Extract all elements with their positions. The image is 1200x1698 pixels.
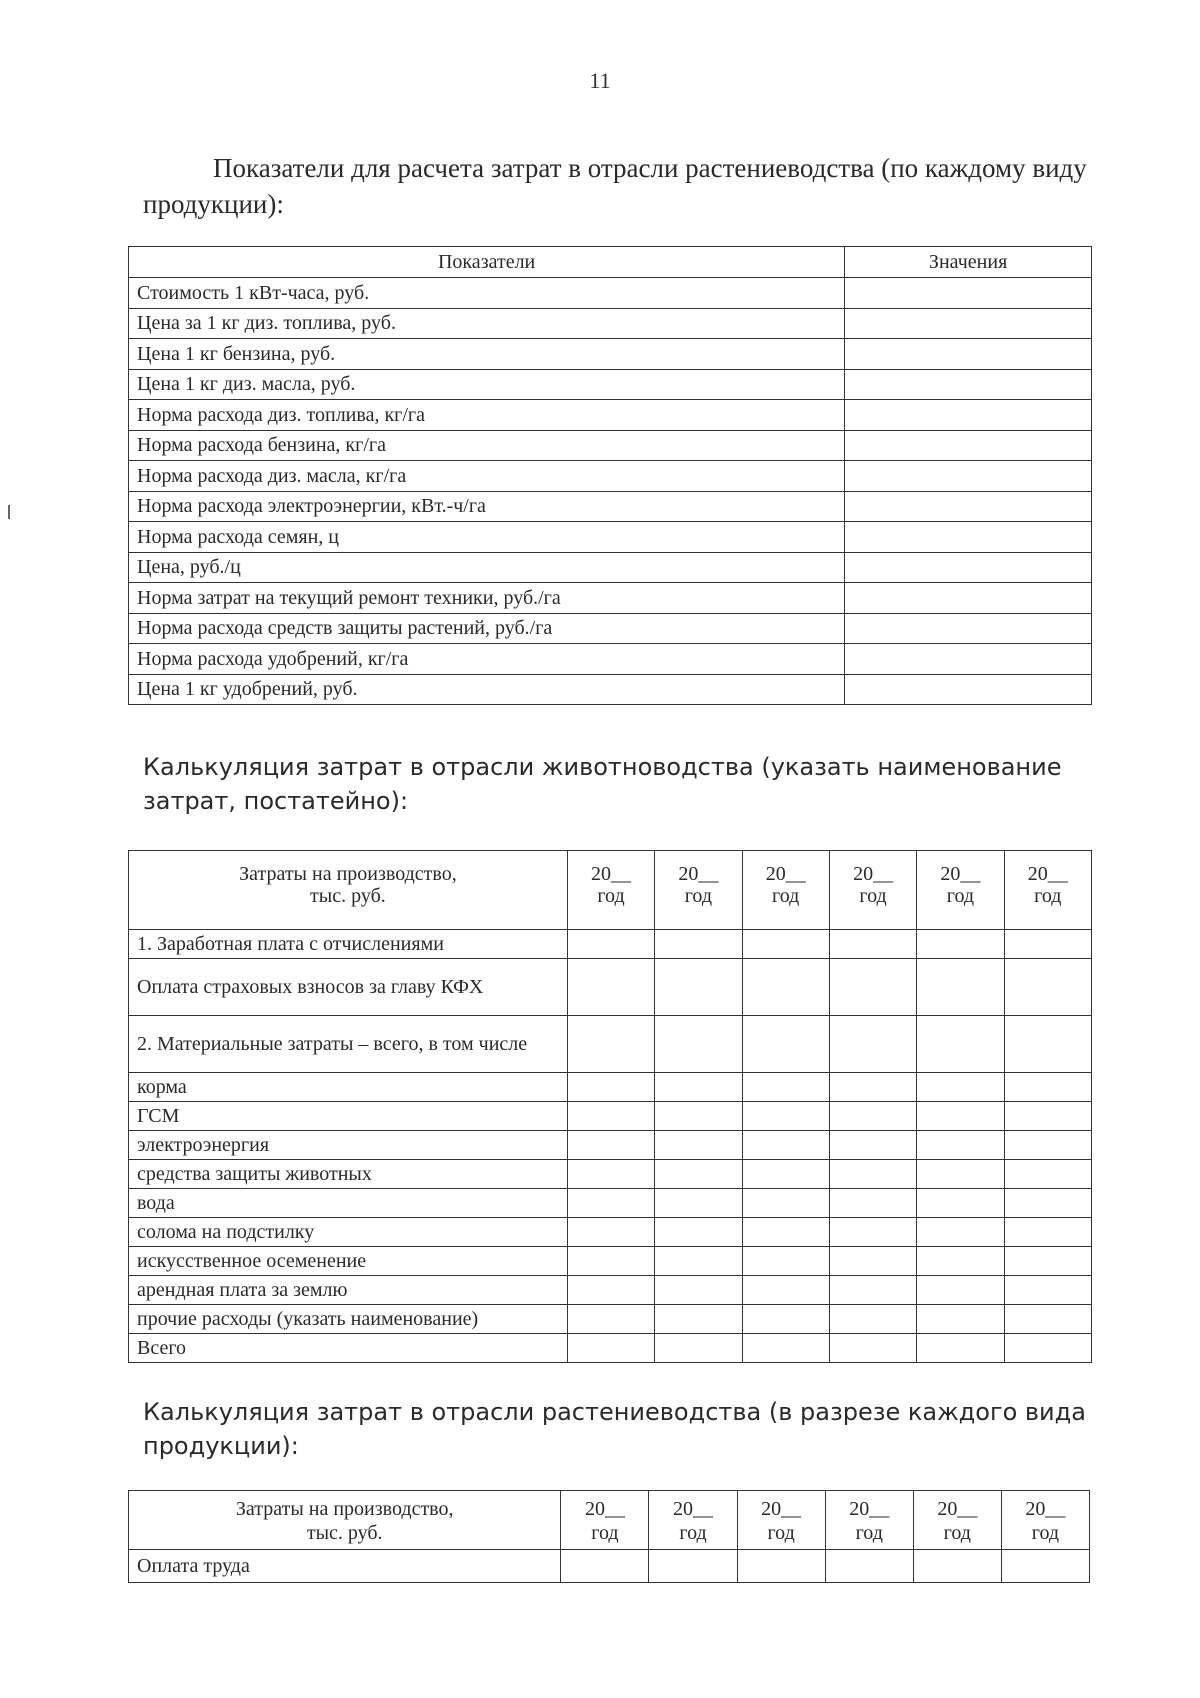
table-row bbox=[129, 1016, 1092, 1073]
indicator-label: Норма расхода удобрений, кг/га bbox=[129, 644, 845, 675]
header-costs-label bbox=[129, 851, 568, 930]
cost-value-cell[interactable] bbox=[567, 959, 654, 1016]
cost-value-cell[interactable] bbox=[742, 1160, 829, 1189]
year-label: год bbox=[1034, 885, 1062, 907]
cost-value-cell[interactable] bbox=[655, 1102, 742, 1131]
cost-value-cell[interactable] bbox=[567, 1102, 654, 1131]
table-row bbox=[129, 1189, 1092, 1218]
year-value: 20__ bbox=[1027, 863, 1068, 885]
table-row bbox=[129, 278, 1092, 309]
cost-item-label: арендная плата за землю bbox=[129, 1276, 568, 1305]
header-indicators: Показатели bbox=[129, 247, 845, 278]
cost-item-label: Оплата страховых взносов за главу КФХ bbox=[129, 959, 568, 1016]
cost-value-cell[interactable] bbox=[655, 1160, 742, 1189]
cost-value-cell[interactable] bbox=[567, 930, 654, 959]
cost-value-cell[interactable] bbox=[917, 1334, 1004, 1363]
cost-value-cell[interactable] bbox=[829, 1218, 916, 1247]
table-row bbox=[129, 1247, 1092, 1276]
year-label: год bbox=[684, 885, 712, 907]
year-header bbox=[917, 851, 1004, 930]
cost-value-cell[interactable] bbox=[655, 1334, 742, 1363]
year-header bbox=[561, 1491, 649, 1550]
indicator-label: Цена за 1 кг диз. топлива, руб. bbox=[129, 308, 845, 339]
indicator-value-cell[interactable] bbox=[845, 278, 1092, 309]
cost-item-label: Оплата труда bbox=[129, 1550, 561, 1583]
livestock-costs-table bbox=[128, 850, 1092, 1363]
cost-value-cell[interactable] bbox=[567, 1131, 654, 1160]
crop-costs-table bbox=[128, 1490, 1090, 1583]
cost-value-cell[interactable] bbox=[567, 1016, 654, 1073]
cost-value-cell[interactable] bbox=[1004, 1218, 1091, 1247]
table-row bbox=[129, 674, 1092, 705]
cost-value-cell[interactable] bbox=[567, 1276, 654, 1305]
indicator-value-cell[interactable] bbox=[845, 674, 1092, 705]
cost-value-cell[interactable] bbox=[917, 1218, 1004, 1247]
table-row bbox=[129, 1334, 1092, 1363]
table-row bbox=[129, 1102, 1092, 1131]
cost-value-cell[interactable] bbox=[829, 1247, 916, 1276]
indicator-value-cell[interactable] bbox=[845, 308, 1092, 339]
cost-value-cell[interactable] bbox=[655, 1276, 742, 1305]
cost-value-cell[interactable] bbox=[655, 1131, 742, 1160]
year-value: 20__ bbox=[1025, 1498, 1066, 1520]
year-header bbox=[829, 851, 916, 930]
cost-value-cell[interactable] bbox=[917, 1305, 1004, 1334]
cost-value-cell[interactable] bbox=[829, 1334, 916, 1363]
table-row bbox=[129, 1218, 1092, 1247]
year-value: 20__ bbox=[678, 863, 719, 885]
cost-value-cell[interactable] bbox=[829, 1189, 916, 1218]
table-row bbox=[129, 1073, 1092, 1102]
cost-value-cell[interactable] bbox=[1004, 1131, 1091, 1160]
cost-value-cell[interactable] bbox=[742, 1334, 829, 1363]
cost-value-cell[interactable] bbox=[1004, 1016, 1091, 1073]
table-row bbox=[129, 930, 1092, 959]
table-row bbox=[129, 552, 1092, 583]
year-header bbox=[649, 1491, 737, 1550]
cost-value-cell[interactable] bbox=[567, 1334, 654, 1363]
cost-value-cell[interactable] bbox=[829, 1160, 916, 1189]
cost-item-label: солома на подстилку bbox=[129, 1218, 568, 1247]
cost-value-cell[interactable] bbox=[567, 1189, 654, 1218]
indicator-label: Цена 1 кг бензина, руб. bbox=[129, 339, 845, 370]
section2-heading: Калькуляция затрат в отрасли животноводства (указать наименование затрат, постатейно): bbox=[143, 753, 1062, 815]
indicator-label: Норма затрат на текущий ремонт техники, руб./га bbox=[129, 583, 845, 614]
cost-value-cell[interactable] bbox=[829, 1102, 916, 1131]
cost-value-cell[interactable] bbox=[917, 1160, 1004, 1189]
cost-value-cell[interactable] bbox=[1004, 1160, 1091, 1189]
cost-item-label: электроэнергия bbox=[129, 1131, 568, 1160]
table-row bbox=[129, 959, 1092, 1016]
header-costs-line1: Затраты на производство, bbox=[235, 1498, 454, 1520]
indicator-label: Цена 1 кг диз. масла, руб. bbox=[129, 369, 845, 400]
cost-value-cell[interactable] bbox=[649, 1550, 737, 1583]
cost-value-cell[interactable] bbox=[917, 1247, 1004, 1276]
table-row bbox=[129, 613, 1092, 644]
year-header bbox=[1001, 1491, 1089, 1550]
cost-value-cell[interactable] bbox=[917, 930, 1004, 959]
indicator-label: Норма расхода семян, ц bbox=[129, 522, 845, 553]
cost-value-cell[interactable] bbox=[567, 1305, 654, 1334]
indicator-value-cell[interactable] bbox=[845, 369, 1092, 400]
cost-value-cell[interactable] bbox=[567, 1218, 654, 1247]
year-label: год bbox=[597, 885, 625, 907]
cost-value-cell[interactable] bbox=[829, 930, 916, 959]
cost-item-label: 1. Заработная плата с отчислениями bbox=[129, 930, 568, 959]
indicator-value-cell[interactable] bbox=[845, 644, 1092, 675]
table-row bbox=[129, 644, 1092, 675]
header-costs-label bbox=[129, 1491, 561, 1550]
cost-value-cell[interactable] bbox=[655, 930, 742, 959]
cost-value-cell[interactable] bbox=[737, 1550, 825, 1583]
cost-value-cell[interactable] bbox=[1004, 1305, 1091, 1334]
cost-value-cell[interactable] bbox=[742, 1305, 829, 1334]
indicator-label: Норма расхода бензина, кг/га bbox=[129, 430, 845, 461]
year-value: 20__ bbox=[761, 1498, 802, 1520]
cost-value-cell[interactable] bbox=[1004, 1102, 1091, 1131]
indicator-label: Стоимость 1 кВт-часа, руб. bbox=[129, 278, 845, 309]
cost-value-cell[interactable] bbox=[917, 1276, 1004, 1305]
livestock-costs-body bbox=[129, 930, 1092, 1363]
table-row bbox=[129, 583, 1092, 614]
year-value: 20__ bbox=[584, 1498, 625, 1520]
cost-value-cell[interactable] bbox=[917, 1102, 1004, 1131]
cost-value-cell[interactable] bbox=[829, 1073, 916, 1102]
year-value: 20__ bbox=[765, 863, 806, 885]
year-header bbox=[737, 1491, 825, 1550]
cost-value-cell[interactable] bbox=[561, 1550, 649, 1583]
cost-item-label: ГСМ bbox=[129, 1102, 568, 1131]
year-header bbox=[655, 851, 742, 930]
indicator-value-cell[interactable] bbox=[845, 430, 1092, 461]
cost-value-cell[interactable] bbox=[917, 1131, 1004, 1160]
cost-value-cell[interactable] bbox=[655, 1073, 742, 1102]
cost-item-label: вода bbox=[129, 1189, 568, 1218]
cost-value-cell[interactable] bbox=[742, 1276, 829, 1305]
cost-value-cell[interactable] bbox=[829, 1131, 916, 1160]
cost-value-cell[interactable] bbox=[742, 1131, 829, 1160]
year-value: 20__ bbox=[590, 863, 631, 885]
header-costs-line1: Затраты на производство, bbox=[239, 863, 457, 885]
year-header bbox=[825, 1491, 913, 1550]
year-value: 20__ bbox=[937, 1498, 978, 1520]
year-header bbox=[1004, 851, 1091, 930]
cost-value-cell[interactable] bbox=[917, 1016, 1004, 1073]
cost-value-cell[interactable] bbox=[742, 1247, 829, 1276]
cost-value-cell[interactable] bbox=[1004, 1276, 1091, 1305]
indicator-value-cell[interactable] bbox=[845, 552, 1092, 583]
cost-value-cell[interactable] bbox=[567, 1160, 654, 1189]
cost-value-cell[interactable] bbox=[1004, 1073, 1091, 1102]
cost-value-cell[interactable] bbox=[917, 1073, 1004, 1102]
year-label: год bbox=[591, 1522, 619, 1544]
cost-value-cell[interactable] bbox=[655, 1305, 742, 1334]
cost-value-cell[interactable] bbox=[655, 959, 742, 1016]
cost-value-cell[interactable] bbox=[917, 1189, 1004, 1218]
table-row bbox=[129, 400, 1092, 431]
cost-value-cell[interactable] bbox=[1004, 959, 1091, 1016]
cost-value-cell[interactable] bbox=[1004, 1247, 1091, 1276]
table-header-row bbox=[129, 247, 1092, 278]
table-row bbox=[129, 1550, 1090, 1583]
cost-value-cell[interactable] bbox=[742, 930, 829, 959]
year-label: год bbox=[767, 1522, 795, 1544]
crop-indicators-body bbox=[129, 278, 1092, 705]
year-header bbox=[567, 851, 654, 930]
year-label: год bbox=[679, 1522, 707, 1544]
table-row bbox=[129, 491, 1092, 522]
indicator-label: Цена, руб./ц bbox=[129, 552, 845, 583]
cost-item-label: корма bbox=[129, 1073, 568, 1102]
table-row bbox=[129, 430, 1092, 461]
section1-heading: Показатели для расчета затрат в отрасли растениеводства (по каждому виду продукции): bbox=[143, 153, 1087, 219]
year-label: год bbox=[859, 885, 887, 907]
cost-value-cell[interactable] bbox=[655, 1016, 742, 1073]
cost-value-cell[interactable] bbox=[567, 1073, 654, 1102]
table-row bbox=[129, 308, 1092, 339]
year-value: 20__ bbox=[940, 863, 981, 885]
cost-value-cell[interactable] bbox=[829, 1016, 916, 1073]
year-value: 20__ bbox=[849, 1498, 890, 1520]
cost-value-cell[interactable] bbox=[1004, 930, 1091, 959]
crop-costs-body bbox=[129, 1550, 1090, 1583]
table-row bbox=[129, 339, 1092, 370]
cost-item-label: Всего bbox=[129, 1334, 568, 1363]
year-label: год bbox=[855, 1522, 883, 1544]
indicator-label: Норма расхода диз. масла, кг/га bbox=[129, 461, 845, 492]
header-values: Значения bbox=[845, 247, 1092, 278]
indicator-value-cell[interactable] bbox=[845, 613, 1092, 644]
table-row bbox=[129, 1131, 1092, 1160]
cost-value-cell[interactable] bbox=[655, 1189, 742, 1218]
cost-value-cell[interactable] bbox=[917, 959, 1004, 1016]
year-header bbox=[913, 1491, 1001, 1550]
cost-value-cell[interactable] bbox=[1001, 1550, 1089, 1583]
table-row bbox=[129, 522, 1092, 553]
indicator-label: Норма расхода средств защиты растений, руб./га bbox=[129, 613, 845, 644]
cost-value-cell[interactable] bbox=[913, 1550, 1001, 1583]
table-header-row bbox=[129, 1491, 1090, 1550]
cost-value-cell[interactable] bbox=[655, 1247, 742, 1276]
cost-item-label: искусственное осеменение bbox=[129, 1247, 568, 1276]
header-costs-line2: тыс. руб. bbox=[306, 1522, 383, 1544]
cost-value-cell[interactable] bbox=[829, 1305, 916, 1334]
indicator-label: Цена 1 кг удобрений, руб. bbox=[129, 674, 845, 705]
cost-item-label: средства защиты животных bbox=[129, 1160, 568, 1189]
cost-value-cell[interactable] bbox=[742, 1016, 829, 1073]
section3-heading: Калькуляция затрат в отрасли растениеводства (в разрезе каждого вида продукции): bbox=[143, 1398, 1086, 1460]
cost-value-cell[interactable] bbox=[567, 1247, 654, 1276]
year-label: год bbox=[946, 885, 975, 907]
indicator-label: Норма расхода диз. топлива, кг/га bbox=[129, 400, 845, 431]
cost-value-cell[interactable] bbox=[1004, 1189, 1091, 1218]
indicator-label: Норма расхода электроэнергии, кВт.-ч/га bbox=[129, 491, 845, 522]
indicator-value-cell[interactable] bbox=[845, 400, 1092, 431]
table-row bbox=[129, 1276, 1092, 1305]
year-label: год bbox=[772, 885, 800, 907]
cost-item-label: 2. Материальные затраты – всего, в том числе bbox=[129, 1016, 568, 1073]
table-row bbox=[129, 1305, 1092, 1334]
cost-item-label: прочие расходы (указать наименование) bbox=[129, 1305, 568, 1334]
year-label: год bbox=[1031, 1522, 1060, 1544]
cost-value-cell[interactable] bbox=[825, 1550, 913, 1583]
indicator-value-cell[interactable] bbox=[845, 461, 1092, 492]
table-header-row bbox=[129, 851, 1092, 930]
year-header bbox=[742, 851, 829, 930]
margin-mark bbox=[8, 505, 10, 519]
header-costs-line2: тыс. руб. bbox=[310, 885, 386, 907]
cost-value-cell[interactable] bbox=[829, 1276, 916, 1305]
indicator-value-cell[interactable] bbox=[845, 583, 1092, 614]
cost-value-cell[interactable] bbox=[742, 1189, 829, 1218]
indicator-value-cell[interactable] bbox=[845, 339, 1092, 370]
cost-value-cell[interactable] bbox=[829, 959, 916, 1016]
cost-value-cell[interactable] bbox=[1004, 1334, 1091, 1363]
page-number: 11 bbox=[589, 68, 611, 93]
indicator-value-cell[interactable] bbox=[845, 522, 1092, 553]
cost-value-cell[interactable] bbox=[742, 1218, 829, 1247]
indicator-value-cell[interactable] bbox=[845, 491, 1092, 522]
year-value: 20__ bbox=[673, 1498, 714, 1520]
cost-value-cell[interactable] bbox=[742, 1102, 829, 1131]
cost-value-cell[interactable] bbox=[742, 1073, 829, 1102]
cost-value-cell[interactable] bbox=[655, 1218, 742, 1247]
table-row bbox=[129, 461, 1092, 492]
table-row bbox=[129, 1160, 1092, 1189]
year-label: год bbox=[943, 1522, 971, 1544]
crop-indicators-table bbox=[128, 246, 1092, 705]
cost-value-cell[interactable] bbox=[742, 959, 829, 1016]
year-value: 20__ bbox=[853, 863, 894, 885]
table-row bbox=[129, 369, 1092, 400]
